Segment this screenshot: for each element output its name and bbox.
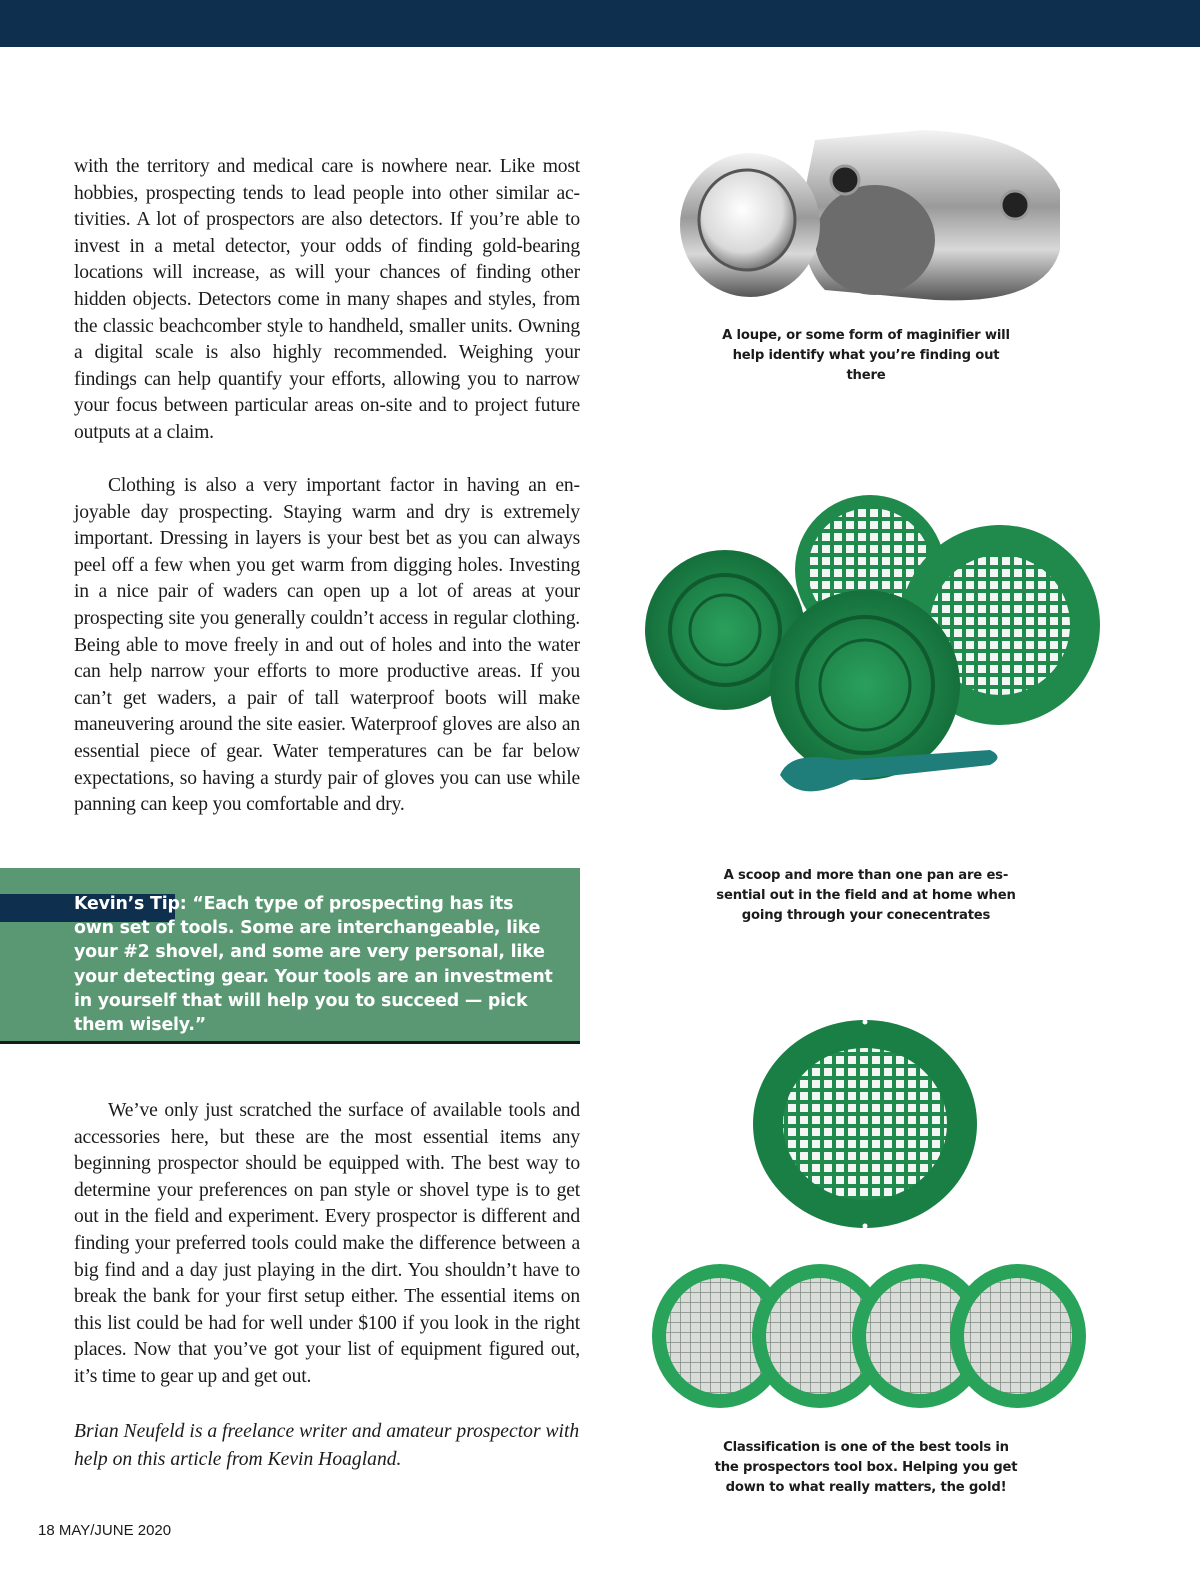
body-paragraph-2: Clothing is also a very important factor in having an enjoyable day prospecting. Staying warm and dry is extremely important. Dressing in layers is your best bet as you can always peel off a few when you get warm from digging holes. Investing in a nice pair of waders can open up a lot of areas at your prospecting site you generally couldn’t access in regular clothing. Being able to move freely in and out of holes and into the water can help narrow your efforts to more productive areas. If you can’t get waders, a pair of tall waterproof boots will make maneuvering around the site easier. Waterproof gloves are also an essential piece of gear. Water temperatures can be far below expectations, so having a sturdy pair of gloves you can use while panning can keep you comfortable and dry. [74, 475, 580, 816]
gold-pans-photo [640, 495, 1110, 810]
pans-caption: A scoop and more than one pan are essential out in the field and at home when going through your conecentrates [716, 868, 1016, 924]
header-bar [0, 0, 1200, 47]
classifier-sieve-photo [750, 1018, 980, 1230]
classifier-set-photo [650, 1262, 1090, 1410]
body-paragraph-3: We’ve only just scratched the surface of available tools and accessories here, but these are the most essential items any beginning prospector should be equipped with. The best way to determine your preferences on pan style or shovel type is to get out in the field and experiment. Every prospector is different and finding your preferred tools could make the difference between a big find and a day just playing in the dirt. You shouldn’t have to break the bank for your first setup either. The essential items on this list could be had for well under $100 if you look in the right places. Now that you’ve got your list of equipment figured out, it’s time to gear up and get out. [74, 1100, 580, 1387]
loupe-caption: A loupe, or some form of maginifier will help identify what you’re finding out there [722, 328, 1010, 384]
tip-label: Kevin’s Tip: [74, 894, 187, 914]
article-column-middle [74, 473, 580, 819]
classification-caption: Classification is one of the best tools in the prospectors tool box. Helping you get down to what really matters, the gold! [714, 1440, 1018, 1496]
article-column-top [74, 154, 580, 447]
kevins-tip-box [0, 868, 580, 1044]
loupe-photo [675, 130, 1070, 310]
page-folio: 18 MAY/JUNE 2020 [38, 1522, 172, 1539]
tip-text-block [74, 892, 554, 1037]
article-column-bottom [74, 1098, 580, 1391]
tip-quote: “Each type of prospecting has its own set of tools. Some are interchangeable, like your #2 shovel, and some are very personal, like your detecting gear. Your tools are an investment in yourself that will help you to succeed — pick them wisely.” [74, 894, 553, 1036]
author-byline: Brian Neufeld is a freelance writer and amateur prospector with help on this article from Kevin Hoagland. [74, 1421, 580, 1470]
body-paragraph-1: with the territory and medical care is nowhere near. Like most hobbies, prospecting tends to lead people into other similar activities. A lot of prospectors are also detectors. If you’re able to invest in a metal detector, your odds of finding gold-bearing locations will increase, as will your chances of finding other hidden objects. Detectors come in many shapes and styles, from the classic beachcomber style to handheld, smaller units. Owning a digital scale is also highly recommended. Weighing your findings can help quantify your efforts, allowing you to narrow your focus between particular areas on-site and to project future outputs at a claim. [74, 156, 580, 443]
